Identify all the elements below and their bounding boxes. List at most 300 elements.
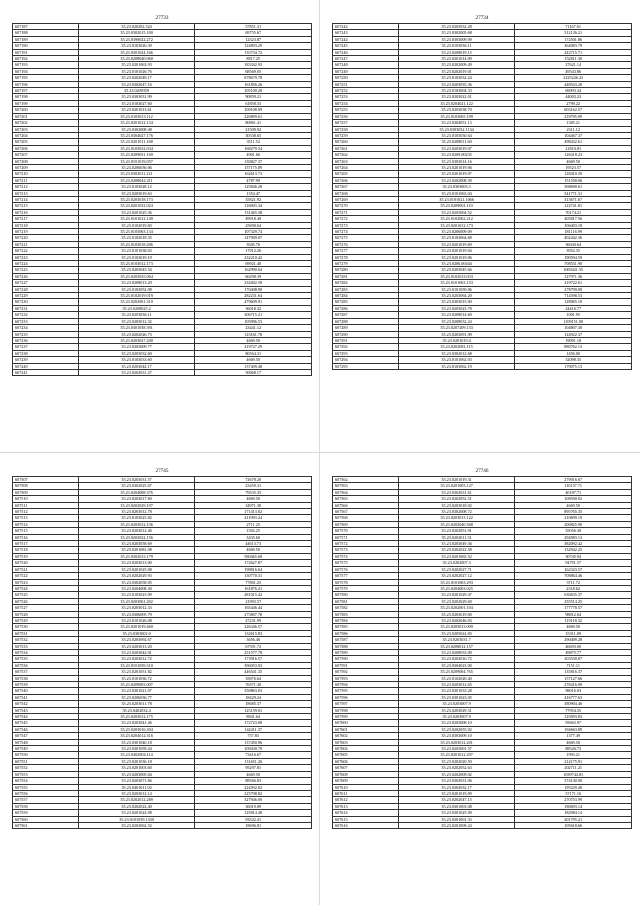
row-id-cell: 607268: [333, 190, 399, 196]
row-id-cell: 607589: [333, 649, 399, 655]
row-id-cell: 607228: [13, 286, 79, 292]
amount-cell: 23459.31: [195, 483, 312, 489]
row-id-cell: 607219: [13, 229, 79, 235]
table-row: [13, 369, 312, 375]
code-cell: 35.23.0304023.00: [398, 662, 515, 668]
code-cell: 35.23.0103032.24: [398, 75, 515, 81]
row-id-cell: 607561: [13, 822, 79, 828]
row-id-cell: 607516: [13, 534, 79, 540]
page-number: 27733: [155, 15, 169, 21]
data-table: [12, 476, 312, 829]
amount-cell: 125846.28: [195, 184, 312, 190]
amount-cell: 203530.07: [515, 656, 632, 662]
code-cell: 35.23.0202009.02: [398, 771, 515, 777]
code-cell: 35.23.0201019.04: [398, 248, 515, 254]
code-cell: 35.23.0203061.202: [78, 598, 195, 604]
amount-cell: 27231.99: [195, 617, 312, 623]
amount-cell: 98812.04: [515, 611, 632, 617]
code-cell: 35.23.0202022.40: [78, 803, 195, 809]
amount-cell: 380904.46: [515, 701, 632, 707]
amount-cell: 104807.30: [515, 325, 632, 331]
amount-cell: 630635.37: [515, 592, 632, 598]
amount-cell: 57171.16: [515, 790, 632, 796]
amount-cell: 225798.82: [195, 790, 312, 796]
amount-cell: 374140.00: [515, 778, 632, 784]
code-cell: 35.23.0203008.10: [398, 720, 515, 726]
amount-cell: 4669.50: [195, 547, 312, 553]
amount-cell: 72678.20: [195, 477, 312, 483]
amount-cell: 170408.90: [195, 286, 312, 292]
code-cell: 35.23.0103033.60: [78, 357, 195, 363]
code-cell: 35.23.0201022.08: [78, 810, 195, 816]
code-cell: 35.23.0201032.024: [78, 203, 195, 209]
amount-cell: 282231.64: [195, 293, 312, 299]
amount-cell: 1354.47: [195, 190, 312, 196]
code-cell: 35.23.0208042.211: [78, 177, 195, 183]
code-cell: 35.23.0203064.20: [398, 293, 515, 299]
code-cell: 35.23.0204008.376: [78, 489, 195, 495]
code-cell: 35.23.0302008.72: [398, 509, 515, 515]
row-id-cell: 607281: [333, 273, 399, 279]
code-cell: 35.23.0202011.31: [398, 534, 515, 540]
amount-cell: 4669.50: [195, 771, 312, 777]
row-id-cell: 607254: [333, 100, 399, 106]
amount-cell: 49875.77: [515, 649, 632, 655]
row-id-cell: 607573: [333, 547, 399, 553]
code-cell: 35.23.0203038.70: [398, 107, 515, 113]
row-id-cell: 607527: [13, 605, 79, 611]
page-number: 27734: [475, 15, 489, 21]
row-id-cell: 607235: [13, 331, 79, 337]
row-id-cell: 607529: [13, 617, 79, 623]
code-cell: 35.23.0201019.69: [398, 241, 515, 247]
row-id-cell: 607208: [13, 158, 79, 164]
amount-cell: 125093.83: [515, 714, 632, 720]
code-cell: 35.23.0103065.199: [398, 113, 515, 119]
code-cell: 35.23.0301059.24: [78, 746, 195, 752]
row-id-cell: 607605: [333, 752, 399, 758]
amount-cell: 350863.03: [195, 688, 312, 694]
amount-cell: 35821.92: [195, 196, 312, 202]
row-id-cell: 607258: [333, 126, 399, 132]
code-cell: 35.23.0202049.17: [78, 75, 195, 81]
row-id-cell: 607594: [333, 682, 399, 688]
amount-cell: 172723.08: [195, 720, 312, 726]
code-cell: 35.23.0203041.46: [78, 720, 195, 726]
row-id-cell: 607211: [13, 177, 79, 183]
amount-cell: 1039744.81: [515, 771, 632, 777]
row-id-cell: 607580: [333, 592, 399, 598]
amount-cell: 105996.53: [195, 318, 312, 324]
amount-cell: 109430.79: [195, 746, 312, 752]
amount-cell: 79535.35: [195, 489, 312, 495]
amount-cell: 4669.50: [515, 624, 632, 630]
code-cell: 35.23.0301021.07: [78, 688, 195, 694]
code-cell: 35.23.0203012.32: [78, 318, 195, 324]
amount-cell: 34971.30: [195, 502, 312, 508]
code-cell: 35.23.0302013.179: [78, 553, 195, 559]
row-id-cell: 607536: [13, 662, 79, 668]
amount-cell: 135734.72: [195, 49, 312, 55]
code-cell: 35.23.0203012.175: [78, 714, 195, 720]
row-id-cell: 607189: [13, 36, 79, 42]
code-cell: 35.23.0301038.391: [78, 325, 195, 331]
amount-cell: 2225226.22: [515, 75, 632, 81]
amount-cell: 364083.79: [515, 43, 632, 49]
code-cell: 35.23.0203012.65: [398, 682, 515, 688]
amount-cell: 30538.65: [195, 132, 312, 138]
row-id-cell: 607574: [333, 553, 399, 559]
amount-cell: 190594.59: [515, 254, 632, 260]
code-cell: 35.23.0302058.05: [78, 579, 195, 585]
row-id-cell: 607510: [13, 496, 79, 502]
row-id-cell: 607610: [333, 784, 399, 790]
row-id-cell: 607207: [13, 152, 79, 158]
code-cell: 35.23.0306005.79: [78, 611, 195, 617]
code-cell: 35.23.0203043.54: [78, 267, 195, 273]
amount-cell: 270753.99: [515, 797, 632, 803]
code-cell: 35.23.0102020.40: [398, 675, 515, 681]
page-number: 27745: [155, 468, 169, 474]
row-id-cell: 607607: [333, 765, 399, 771]
code-cell: 35.23.0103027.60: [78, 100, 195, 106]
code-cell: 35.23.0101063.293: [398, 579, 515, 585]
amount-cell: 306715.21: [195, 312, 312, 318]
amount-cell: 200825.90: [515, 521, 632, 527]
amount-cell: 24416.77: [515, 305, 632, 311]
page-27733: [12, 14, 312, 376]
code-cell: 35.23.0203032.60: [78, 350, 195, 356]
amount-cell: 119118.32: [515, 617, 632, 623]
code-cell: 35.23.0302015.100: [78, 30, 195, 36]
data-table: [12, 23, 312, 376]
table-row: [333, 822, 632, 828]
code-cell: 35.23.0202027.12: [398, 573, 515, 579]
amount-cell: 66298.39: [195, 273, 312, 279]
row-id-cell: 607598: [333, 707, 399, 713]
amount-cell: 21509.92: [195, 126, 312, 132]
code-cell: 35.23.0203012.33: [78, 605, 195, 611]
amount-cell: 202711.21: [515, 765, 632, 771]
code-cell: 35.23.0202001.104: [398, 605, 515, 611]
amount-cell: 35056.38: [515, 528, 632, 534]
code-cell: 35.23.0202055.02: [398, 726, 515, 732]
amount-cell: 90859.21: [195, 94, 312, 100]
row-id-cell: 607557: [13, 797, 79, 803]
row-id-cell: 607203: [13, 126, 79, 132]
row-id-cell: 607280: [333, 267, 399, 273]
code-cell: 35.23.0202012.289: [78, 797, 195, 803]
amount-cell: 448543.20: [515, 81, 632, 87]
row-id-cell: 607200: [13, 107, 79, 113]
row-id-cell: 607511: [13, 502, 79, 508]
code-cell: 35.23.0203042.01: [78, 649, 195, 655]
code-cell: 35.23.0202032.17: [398, 784, 515, 790]
amount-cell: 3045.76: [195, 241, 312, 247]
code-cell: 35.23.0202052.63: [398, 765, 515, 771]
row-id-cell: 607237: [13, 344, 79, 350]
amount-cell: 210699.19: [515, 515, 632, 521]
amount-cell: 131651.26: [195, 758, 312, 764]
code-cell: 35.23.0102019.83: [78, 222, 195, 228]
amount-cell: 12323.87: [195, 36, 312, 42]
data-table: [332, 476, 632, 829]
row-id-cell: 607249: [333, 68, 399, 74]
row-id-cell: 607218: [13, 222, 79, 228]
code-cell: 35.23.0303003.3: [398, 184, 515, 190]
code-cell: 35.23.0203017.69: [78, 496, 195, 502]
row-id-cell: 607196: [13, 81, 79, 87]
code-cell: 35.23.0202016.72: [398, 656, 515, 662]
amount-cell: 95663.97: [515, 720, 632, 726]
amount-cell: 294983.13: [515, 534, 632, 540]
code-cell: 35.23.0203007.9: [398, 701, 515, 707]
amount-cell: 313671.67: [515, 196, 632, 202]
code-cell: 35.23.0201019.31: [398, 477, 515, 483]
code-cell: 35.23.0201009.24: [398, 822, 515, 828]
row-id-cell: 607272: [333, 216, 399, 222]
row-id-cell: 607524: [13, 585, 79, 591]
row-id-cell: 607253: [333, 94, 399, 100]
row-id-cell: 607567: [333, 509, 399, 515]
code-cell: 35.23.0301040.18: [78, 739, 195, 745]
table-row: [333, 363, 632, 369]
code-cell: 35.23.0203012.136: [78, 521, 195, 527]
amount-cell: 2711.25: [195, 521, 312, 527]
code-cell: 35.23.0101062.03: [398, 357, 515, 363]
code-cell: 35.23.0303009.09: [398, 36, 515, 42]
code-cell: 35.23.0209001.110: [398, 203, 515, 209]
row-id-cell: 607577: [333, 573, 399, 579]
amount-cell: 3952.35: [515, 248, 632, 254]
amount-cell: 278416.09: [515, 682, 632, 688]
code-cell: 35.23.0202029.60: [398, 598, 515, 604]
amount-cell: 36018.32: [195, 305, 312, 311]
table-row: [13, 822, 312, 828]
row-id-cell: 607532: [13, 637, 79, 643]
row-id-cell: 607265: [333, 171, 399, 177]
amount-cell: 35311.09: [515, 630, 632, 636]
code-cell: 35.23.0205024.83: [398, 630, 515, 636]
row-id-cell: 607609: [333, 778, 399, 784]
amount-cell: 714598.53: [515, 293, 632, 299]
row-id-cell: 607229: [13, 293, 79, 299]
amount-cell: 46693.00: [515, 643, 632, 649]
code-cell: 35.23.0202046.03: [398, 617, 515, 623]
row-id-cell: 607262: [333, 152, 399, 158]
code-cell: 35.23.0401011.02: [78, 784, 195, 790]
code-cell: 35.23.0202026.73: [78, 331, 195, 337]
row-id-cell: 607236: [13, 337, 79, 343]
row-id-cell: 607289: [333, 325, 399, 331]
amount-cell: 678679.78: [195, 75, 312, 81]
amount-cell: 275807.78: [195, 611, 312, 617]
amount-cell: 279016.67: [515, 477, 632, 483]
amount-cell: 224592.02: [195, 784, 312, 790]
page-divider-horizontal: [0, 452, 640, 453]
code-cell: 35.23.0203005.04: [78, 771, 195, 777]
code-cell: 35.23.0301025.09: [398, 810, 515, 816]
amount-cell: 1456.00: [515, 350, 632, 356]
amount-cell: 194663.89: [515, 726, 632, 732]
row-id-cell: 607216: [13, 209, 79, 215]
amount-cell: 1502.25: [195, 528, 312, 534]
amount-cell: 4901.66: [195, 152, 312, 158]
code-cell: 35.23.0303009.77: [78, 344, 195, 350]
code-cell: 35.23.0202047.15: [398, 797, 515, 803]
code-cell: 35.23.0203019.00: [398, 611, 515, 617]
row-id-cell: 607275: [333, 235, 399, 241]
code-cell: 35.23.0103036.11: [398, 43, 515, 49]
row-id-cell: 607246: [333, 49, 399, 55]
page-27746: [332, 467, 632, 829]
amount-cell: 402442.36: [515, 235, 632, 241]
row-id-cell: 607225: [13, 267, 79, 273]
code-cell: 35.23.0208013.29: [78, 280, 195, 286]
code-cell: 35.23.0302031.06: [398, 778, 515, 784]
amount-cell: 131465.38: [195, 209, 312, 215]
amount-cell: 226899.61: [195, 113, 312, 119]
amount-cell: 183342.93: [195, 62, 312, 68]
amount-cell: 104467.37: [515, 132, 632, 138]
amount-cell: 603162.57: [515, 107, 632, 113]
amount-cell: 32098.35: [515, 357, 632, 363]
code-cell: 35.23.0102019.019: [78, 293, 195, 299]
row-id-cell: 607614: [333, 810, 399, 816]
row-id-cell: 607252: [333, 88, 399, 94]
amount-cell: 255514.25: [515, 598, 632, 604]
row-id-cell: 607533: [13, 643, 79, 649]
code-cell: 35.23.0208019.15: [398, 49, 515, 55]
amount-cell: 124893.29: [195, 43, 312, 49]
row-id-cell: 607283: [333, 286, 399, 292]
code-cell: 35.23.0205013.009: [398, 624, 515, 630]
row-id-cell: 607563: [333, 483, 399, 489]
amount-cell: 122741.81: [515, 203, 632, 209]
code-cell: 35.23.0206036.77: [78, 694, 195, 700]
code-cell: 35.23.0203004.52: [398, 209, 515, 215]
code-cell: 35.23.0202009.49: [398, 62, 515, 68]
amount-cell: 327946.00: [195, 797, 312, 803]
code-cell: 35.23.0204003.025: [398, 585, 515, 591]
row-id-cell: 607616: [333, 822, 399, 828]
row-id-cell: 607215: [13, 203, 79, 209]
amount-cell: 36019.89: [195, 803, 312, 809]
code-cell: 35.23.0390022.272: [78, 36, 195, 42]
amount-cell: 4669.50: [195, 337, 312, 343]
amount-cell: 3511.52: [195, 139, 312, 145]
row-id-cell: 607245: [333, 43, 399, 49]
row-id-cell: 607201: [13, 113, 79, 119]
row-id-cell: 607576: [333, 566, 399, 572]
amount-cell: 201795.21: [515, 816, 632, 822]
amount-cell: 757.83: [195, 733, 312, 739]
amount-cell: 396053.03: [195, 662, 312, 668]
code-cell: 35.23.0103052.08: [78, 286, 195, 292]
row-id-cell: 607526: [13, 598, 79, 604]
amount-cell: 88526.73: [515, 746, 632, 752]
row-id-cell: 607287: [333, 312, 399, 318]
amount-cell: 168279.54: [195, 145, 312, 151]
amount-cell: 219727.29: [195, 344, 312, 350]
row-id-cell: 607538: [13, 675, 79, 681]
code-cell: 35.23.0201025.08: [78, 566, 195, 572]
amount-cell: 1377.49: [515, 733, 632, 739]
row-id-cell: 607599: [333, 714, 399, 720]
row-id-cell: 607534: [13, 649, 79, 655]
code-cell: 35.23.0103026.39: [78, 43, 195, 49]
amount-cell: 1385.21: [515, 120, 632, 126]
code-cell: 35.23.0203035.064: [78, 273, 195, 279]
amount-cell: 161876.21: [195, 585, 312, 591]
row-id-cell: 607523: [13, 579, 79, 585]
amount-cell: 3656.46: [195, 637, 312, 643]
amount-cell: 18696.81: [195, 822, 312, 828]
code-cell: 35.23.0203013.00: [78, 560, 195, 566]
amount-cell: 382092.42: [515, 541, 632, 547]
row-id-cell: 607572: [333, 541, 399, 547]
row-id-cell: 607238: [13, 350, 79, 356]
row-id-cell: 607539: [13, 682, 79, 688]
amount-cell: 198816.64: [195, 566, 312, 572]
code-cell: 35.23.0101012.149: [78, 216, 195, 222]
code-cell: 35.23.0402032.4: [78, 707, 195, 713]
row-id-cell: 607582: [333, 605, 399, 611]
amount-cell: 278799.09: [515, 286, 632, 292]
code-cell: 35.23.0201011.168: [78, 139, 195, 145]
row-id-cell: 607581: [333, 598, 399, 604]
code-cell: 35.23.0203031.7: [398, 637, 515, 643]
amount-cell: 1109151.00: [515, 318, 632, 324]
row-id-cell: 607562: [333, 477, 399, 483]
row-id-cell: 607240: [13, 363, 79, 369]
amount-cell: 4669.50: [515, 158, 632, 164]
row-id-cell: 607194: [13, 68, 79, 74]
row-id-cell: 607269: [333, 196, 399, 202]
row-id-cell: 607612: [333, 797, 399, 803]
row-id-cell: 607611: [333, 790, 399, 796]
amount-cell: 1993.21: [515, 752, 632, 758]
row-id-cell: 607227: [13, 280, 79, 286]
code-cell: 35.23.0206036.06: [78, 164, 195, 170]
amount-cell: 36040.64: [515, 241, 632, 247]
amount-cell: 69093.34: [515, 88, 632, 94]
amount-cell: 180693.14: [515, 803, 632, 809]
amount-cell: 69755.67: [195, 30, 312, 36]
amount-cell: 405817.56: [515, 216, 632, 222]
amount-cell: 127971.36: [515, 273, 632, 279]
row-id-cell: 607507: [13, 477, 79, 483]
row-id-cell: 607578: [333, 579, 399, 585]
page-number: 27746: [475, 468, 489, 474]
code-cell: 35.23.0101019.057: [78, 158, 195, 164]
code-cell: 35.23.0103004.33: [398, 88, 515, 94]
code-cell: 35.23.0301024.166: [78, 49, 195, 55]
row-id-cell: 607584: [333, 617, 399, 623]
code-cell: 35.23.0202020.50: [398, 758, 515, 764]
row-id-cell: 607554: [13, 778, 79, 784]
row-id-cell: 607546: [13, 726, 79, 732]
code-cell: 35.23.0103025.82: [78, 515, 195, 521]
code-cell: 35.23.0203062.52: [78, 822, 195, 828]
amount-cell: 88566.83: [195, 778, 312, 784]
row-id-cell: 607263: [333, 158, 399, 164]
code-cell: 35.23.0202029.197: [78, 502, 195, 508]
code-cell: 35.23.0402004.114: [78, 752, 195, 758]
code-cell: 35.23.0102062.212: [398, 216, 515, 222]
code-cell: 35.23.0204021.122: [398, 100, 515, 106]
row-id-cell: 607244: [333, 36, 399, 42]
